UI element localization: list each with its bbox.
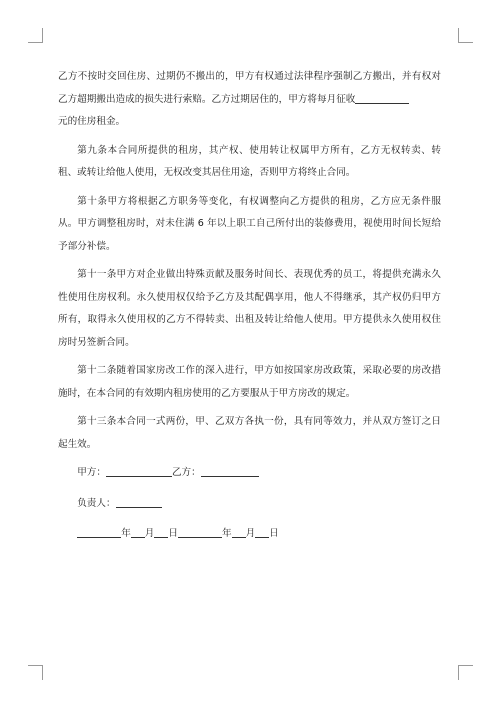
document-body [58, 66, 441, 546]
paragraph-eviction [58, 66, 441, 134]
signature-responsible [58, 493, 441, 516]
crop-mark-top-right [458, 28, 473, 43]
date-a-year-blank[interactable] [77, 525, 121, 538]
paragraph-text: 乙方不按时交回住房、过期仍不搬出的，甲方有权通过法律程序强制乙方搬出，并有权对乙方超期搬出造成的损失进行索赔。乙方过期居住的，甲方将每月征收 [58, 71, 441, 105]
paragraph-article-9: 第九条本合同所提供的租房，其产权、使用转让权属甲方所有，乙方无权转卖、转租、或转让给他人使用，无权改变其居住用途，否则甲方将终止合同。 [58, 144, 441, 178]
day-label: 日 [168, 528, 178, 539]
date-a-month-blank[interactable] [131, 525, 145, 538]
month-label: 月 [144, 528, 155, 539]
date-b-day-blank[interactable] [255, 525, 269, 538]
paragraph-article-10: 第十条甲方将根据乙方职务等变化，有权调整向乙方提供的租房，乙方应无条件服从。甲方调整租房时，对未住满 6 年以上职工自己所付出的装修费用，视使用时间长短给予部分补偿。 [58, 195, 441, 252]
year-label: 年 [121, 528, 131, 539]
crop-mark-bottom-right [458, 665, 473, 680]
year-label: 年 [221, 528, 232, 539]
responsible-signature-blank[interactable] [116, 495, 162, 508]
party-a-label: 甲方： [77, 467, 106, 478]
date-b-year-blank[interactable] [178, 525, 222, 538]
signature-parties [58, 462, 441, 485]
month-label: 月 [245, 528, 256, 539]
paragraph-article-11: 第十一条甲方对企业做出特殊贡献及服务时间长、表现优秀的员工，将提供充满永久性使用住房权利。永久使用权仅给予乙方及其配偶享用，他人不得继承，其产权仍归甲方所有，取得永久使用权的乙方不得转卖、出租及转让给他人使用。甲方提供永久使用权住房时另签新合同。 [58, 269, 441, 348]
paragraph-text: 元的住房租金。 [58, 116, 126, 127]
day-label: 日 [269, 528, 279, 539]
party-b-label: 乙方： [171, 467, 201, 478]
paragraph-article-13: 第十三条本合同一式两份，甲、乙双方各执一份，具有同等效力，并从双方签订之日起生效。 [58, 416, 441, 450]
blank-rent-amount[interactable] [355, 91, 409, 104]
crop-mark-top-left [28, 28, 43, 43]
paragraph-article-12: 第十二条随着国家房改工作的深入进行，甲方如按国家房改政策，采取必要的房改措施时，在本合同的有效期内租房使用的乙方要服从于甲方房改的规定。 [58, 365, 441, 399]
party-a-signature-blank[interactable] [106, 464, 172, 477]
responsible-label: 负责人： [77, 497, 116, 509]
date-a-day-blank[interactable] [154, 525, 168, 538]
crop-mark-bottom-left [28, 665, 43, 680]
date-line [58, 523, 441, 546]
party-b-signature-blank[interactable] [201, 464, 259, 477]
date-b-month-blank[interactable] [232, 525, 246, 538]
